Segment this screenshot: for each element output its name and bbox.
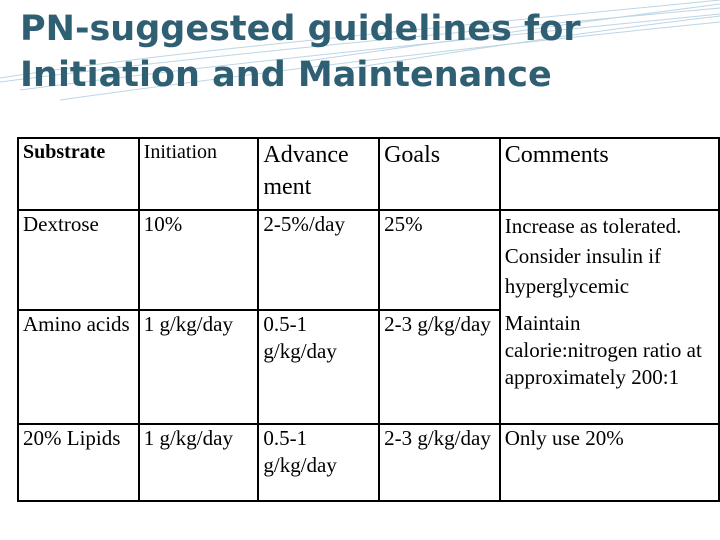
cell-substrate: Amino acids [18,310,139,424]
header-advancement: Advance ment [258,138,379,210]
guidelines-table [17,137,720,502]
title-line-1: PN-suggested guidelines for [20,9,581,49]
table-row [18,210,719,310]
header-goals: Goals [379,138,500,210]
cell-initiation: 1 g/kg/day [139,424,259,501]
page-title [20,6,710,98]
title-line-2: Initiation and Maintenance [20,55,552,95]
header-initiation: Initiation [139,138,259,210]
cell-goals: 25% [379,210,500,310]
table-row [18,310,719,424]
cell-advancement: 2-5%/day [258,210,379,310]
header-comments: Comments [500,138,719,210]
cell-goals: 2-3 g/kg/day [379,424,500,501]
cell-substrate: Dextrose [18,210,139,310]
cell-advancement: 0.5-1 g/kg/day [258,424,379,501]
table-row [18,424,719,501]
table-header-row [18,138,719,210]
cell-comments: Maintain calorie:nitrogen ratio at approximately 200:1 [500,310,719,424]
header-substrate: Substrate [18,138,139,210]
cell-initiation: 1 g/kg/day [139,310,259,424]
cell-goals: 2-3 g/kg/day [379,310,500,424]
cell-comments: Only use 20% [500,424,719,501]
cell-substrate: 20% Lipids [18,424,139,501]
cell-advancement: 0.5-1 g/kg/day [258,310,379,424]
cell-initiation: 10% [139,210,259,310]
cell-comments: Increase as tolerated. Consider insulin if hyperglycemic [500,210,719,310]
